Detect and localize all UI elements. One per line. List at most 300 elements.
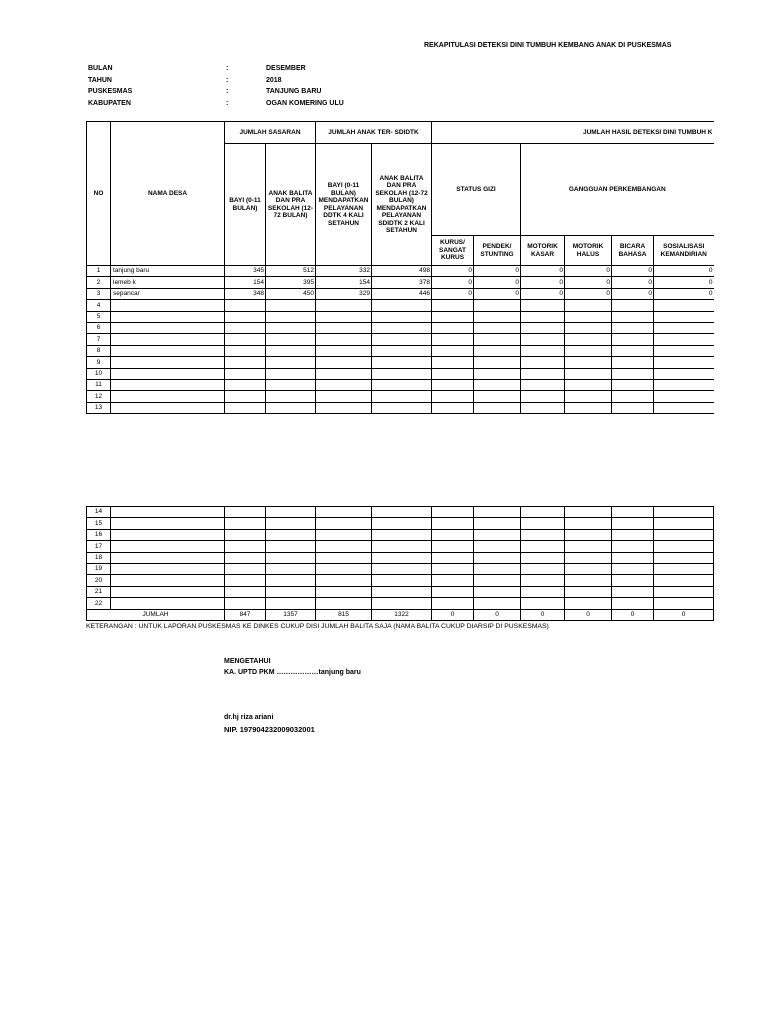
header-bayi-ddtk: BAYI (0-11 BULAN) MENDAPATKAN PELAYANAN DDTK 4 KALI SETAHUN [316,144,372,266]
table-row [87,563,714,574]
row-value [654,507,714,518]
row-value [474,575,521,586]
row-value [521,334,565,345]
row-value [474,507,521,518]
header-anak-balita: ANAK BALITA DAN PRA SEKOLAH (12-72 BULAN) [266,144,316,266]
row-no: 3 [87,288,111,299]
row-no: 19 [87,563,111,574]
row-value [612,345,654,356]
row-value [654,368,714,379]
row-value [266,552,316,563]
header-motorik-halus: MOTORIK HALUS [565,236,612,266]
table-row [87,277,714,288]
row-value [565,552,612,563]
row-value [654,552,714,563]
row-value [565,322,612,333]
row-value: 0 [612,266,654,277]
row-value [474,586,521,597]
row-value [521,586,565,597]
row-value [432,529,474,540]
row-desa [111,334,225,345]
row-value: 0 [565,288,612,299]
row-value [654,322,714,333]
row-no: 4 [87,300,111,311]
header-anak-sdidtk: ANAK BALITA DAN PRA SEKOLAH (12-72 BULAN) MENDAPATKAN PELAYANAN SDIDTK 2 KALI SETAHUN [372,144,432,266]
row-value [474,541,521,552]
row-value [266,541,316,552]
row-value [654,586,714,597]
row-value: 0 [432,288,474,299]
table-row [87,575,714,586]
header-nama-desa: NAMA DESA [111,122,225,266]
row-value [521,368,565,379]
row-value [521,345,565,356]
row-value [565,345,612,356]
total-value: 0 [432,609,474,620]
table-row [87,311,714,322]
row-value [225,311,266,322]
row-value [372,598,432,609]
row-value [225,507,266,518]
row-value [521,311,565,322]
header-jumlah-sasaran: JUMLAH SASARAN [225,122,316,144]
row-value [266,345,316,356]
row-value [521,529,565,540]
row-value [612,368,654,379]
row-value [316,391,372,402]
row-value [521,563,565,574]
row-value [225,379,266,390]
row-value [612,300,654,311]
meta-value: TANJUNG BARU [266,88,322,95]
row-value [521,300,565,311]
row-value [432,368,474,379]
row-no: 15 [87,518,111,529]
mengetahui-label: MENGETAHUI [224,658,271,665]
meta-value: OGAN KOMERING ULU [266,100,344,107]
row-no: 21 [87,586,111,597]
row-value [372,345,432,356]
row-value [316,518,372,529]
table-row [87,402,714,413]
header-bayi: BAYI (0-11 BULAN) [225,144,266,266]
row-value [266,300,316,311]
header-pendek: PENDEK/ STUNTING [474,236,521,266]
row-desa [111,345,225,356]
row-value [521,552,565,563]
header-status-gizi: STATUS GIZI [432,144,521,236]
row-value [474,311,521,322]
row-value [316,529,372,540]
row-value [612,311,654,322]
row-value [521,402,565,413]
row-desa [111,300,225,311]
row-value [474,357,521,368]
row-value: 0 [474,266,521,277]
row-value [432,334,474,345]
row-value [565,598,612,609]
row-value [316,507,372,518]
row-value [474,529,521,540]
header-no: NO [87,122,111,266]
recap-table [86,121,714,414]
row-value [225,586,266,597]
meta-label: KABUPATEN [88,100,131,107]
row-value [565,379,612,390]
row-value [316,575,372,586]
row-value: 0 [654,277,714,288]
row-value [521,391,565,402]
table-row [87,586,714,597]
row-value [432,311,474,322]
total-value: 815 [316,609,372,620]
row-value [316,345,372,356]
row-desa [111,322,225,333]
row-value [612,541,654,552]
row-no: 1 [87,266,111,277]
row-value [266,311,316,322]
row-value [612,402,654,413]
row-value [225,598,266,609]
table-row [87,529,714,540]
row-value [372,300,432,311]
row-value [372,322,432,333]
row-value [316,311,372,322]
row-value [316,322,372,333]
row-value [654,402,714,413]
row-value [372,402,432,413]
row-value [521,575,565,586]
row-value [432,345,474,356]
row-value [316,541,372,552]
row-value [225,345,266,356]
total-value: 0 [474,609,521,620]
row-value [565,391,612,402]
row-desa [111,368,225,379]
signatory-name: dr.hj riza ariani [224,714,274,721]
row-desa [111,552,225,563]
row-value: 0 [521,277,565,288]
row-value [372,507,432,518]
header-gangguan: GANGGUAN PERKEMBANGAN [521,144,714,236]
meta-colon: : [226,100,229,107]
row-value [266,529,316,540]
row-value: 348 [225,288,266,299]
table-row [87,300,714,311]
row-value [266,357,316,368]
row-no: 16 [87,529,111,540]
row-value: 0 [432,277,474,288]
row-value [266,575,316,586]
row-value [474,598,521,609]
row-value [316,368,372,379]
row-desa [111,391,225,402]
row-value [432,322,474,333]
row-value [612,379,654,390]
row-desa: sepancar [111,288,225,299]
total-value: 0 [565,609,612,620]
row-value [565,575,612,586]
row-value [316,357,372,368]
keterangan-note: KETERANGAN : UNTUK LAPORAN PUSKESMAS KE DINKES CUKUP DISI JUMLAH BALITA SAJA (NAMA BALITA CUKUP DIARSIP DI PUSKESMAS) [86,623,549,630]
row-value [266,368,316,379]
row-value [225,575,266,586]
row-desa [111,402,225,413]
row-value [565,357,612,368]
header-jumlah-hasil: JUMLAH HASIL DETEKSI DINI TUMBUH K [432,122,714,144]
total-value: 0 [612,609,654,620]
row-value: 154 [225,277,266,288]
table-row [87,357,714,368]
row-value [612,529,654,540]
row-value [266,322,316,333]
table-row [87,507,714,518]
row-no: 9 [87,357,111,368]
row-value: 0 [654,266,714,277]
row-value [432,563,474,574]
header-kurus: KURUS/ SANGAT KURUS [432,236,474,266]
row-value [372,357,432,368]
row-value [654,300,714,311]
row-value [654,311,714,322]
row-value [225,529,266,540]
row-value [521,357,565,368]
row-value [612,334,654,345]
row-value [565,300,612,311]
row-value [316,379,372,390]
table-row [87,322,714,333]
row-desa [111,379,225,390]
row-value [225,334,266,345]
row-value [266,391,316,402]
row-value [654,391,714,402]
row-value [225,357,266,368]
header-motorik-kasar: MOTORIK KASAR [521,236,565,266]
row-no: 22 [87,598,111,609]
row-value [432,391,474,402]
row-value [316,402,372,413]
row-value [654,518,714,529]
table-row [87,598,714,609]
row-value [474,334,521,345]
row-value: 0 [565,277,612,288]
row-value [266,402,316,413]
row-value [474,563,521,574]
total-value: 1357 [266,609,316,620]
row-value [612,598,654,609]
row-value [316,334,372,345]
meta-label: BULAN [88,65,113,72]
row-value [266,379,316,390]
row-value [225,368,266,379]
total-value: 1322 [372,609,432,620]
row-value [225,402,266,413]
recap-table-continued [86,506,714,621]
row-value: 395 [266,277,316,288]
row-value [432,586,474,597]
row-value [612,575,654,586]
row-desa [111,586,225,597]
row-value [521,598,565,609]
row-value [474,402,521,413]
row-no: 12 [87,391,111,402]
row-value [372,379,432,390]
row-value [521,322,565,333]
row-value: 329 [316,288,372,299]
row-desa [111,357,225,368]
row-value [432,379,474,390]
header-jumlah-anak: JUMLAH ANAK TER- SDIDTK [316,122,432,144]
meta-colon: : [226,77,229,84]
row-value [612,518,654,529]
header-bicara: BICARA BAHASA [612,236,654,266]
row-no: 10 [87,368,111,379]
row-value: 450 [266,288,316,299]
row-value [372,541,432,552]
row-value: 0 [654,288,714,299]
row-value [266,563,316,574]
row-value [474,300,521,311]
row-desa [111,529,225,540]
jabatan-label: KA. UPTD PKM ………………tanjung baru [224,669,361,676]
row-value [372,334,432,345]
row-value [372,311,432,322]
table-row [87,345,714,356]
row-value: 0 [565,266,612,277]
table-row [87,379,714,390]
total-value: 0 [654,609,714,620]
row-value [372,529,432,540]
row-value [565,518,612,529]
row-value: 154 [316,277,372,288]
row-value [474,391,521,402]
row-desa [111,541,225,552]
row-value [225,391,266,402]
row-value [266,598,316,609]
row-value [372,518,432,529]
row-value [266,586,316,597]
row-value [521,507,565,518]
row-value: 0 [474,288,521,299]
row-value [432,300,474,311]
meta-label: PUSKESMAS [88,88,133,95]
row-no: 7 [87,334,111,345]
row-value [474,552,521,563]
row-value [432,518,474,529]
row-value [225,541,266,552]
report-title: REKAPITULASI DETEKSI DINI TUMBUH KEMBANG ANAK DI PUSKESMAS [424,42,672,49]
row-value [316,300,372,311]
row-value [474,379,521,390]
row-value [654,541,714,552]
row-value [474,368,521,379]
row-value [612,563,654,574]
row-value [612,586,654,597]
row-value [654,529,714,540]
row-value [432,552,474,563]
table-row [87,368,714,379]
meta-colon: : [226,65,229,72]
row-desa [111,311,225,322]
row-no: 2 [87,277,111,288]
row-value [432,507,474,518]
row-value [474,322,521,333]
row-desa [111,518,225,529]
row-value [316,552,372,563]
total-value: 0 [521,609,565,620]
row-desa: tanjung baru [111,266,225,277]
row-value [474,518,521,529]
header-sosialisasi: SOSIALISASI KEMANDIRIAN [654,236,714,266]
row-value [565,368,612,379]
row-value [432,402,474,413]
row-value [266,507,316,518]
row-value: 0 [474,277,521,288]
row-value [225,300,266,311]
row-no: 14 [87,507,111,518]
row-value [432,598,474,609]
row-no: 13 [87,402,111,413]
row-value [612,391,654,402]
row-value [612,552,654,563]
table-row [87,518,714,529]
row-value [225,518,266,529]
table-row [87,552,714,563]
row-value [521,518,565,529]
row-value [432,541,474,552]
row-value [521,541,565,552]
row-value: 0 [612,288,654,299]
row-desa [111,598,225,609]
row-value [225,552,266,563]
row-value [225,322,266,333]
meta-value: 2018 [266,77,282,84]
row-value [565,529,612,540]
row-no: 11 [87,379,111,390]
meta-value: DESEMBER [266,65,306,72]
row-value [654,563,714,574]
row-value [612,322,654,333]
row-value [654,345,714,356]
table-row [87,288,714,299]
row-value [316,598,372,609]
row-value [654,379,714,390]
row-value [372,368,432,379]
total-value: 847 [225,609,266,620]
row-value: 332 [316,266,372,277]
row-no: 6 [87,322,111,333]
row-value [432,575,474,586]
row-value [225,563,266,574]
row-value: 0 [612,277,654,288]
row-no: 5 [87,311,111,322]
row-desa [111,563,225,574]
row-desa [111,507,225,518]
row-value [654,575,714,586]
row-value [565,334,612,345]
signatory-nip: NIP. 197904232009032001 [224,725,315,734]
row-desa: lemeb k [111,277,225,288]
row-value [654,357,714,368]
row-value [565,507,612,518]
row-value [565,541,612,552]
row-value [474,345,521,356]
row-value [565,586,612,597]
row-value [612,507,654,518]
total-label: JUMLAH [87,609,225,620]
row-no: 20 [87,575,111,586]
row-no: 8 [87,345,111,356]
